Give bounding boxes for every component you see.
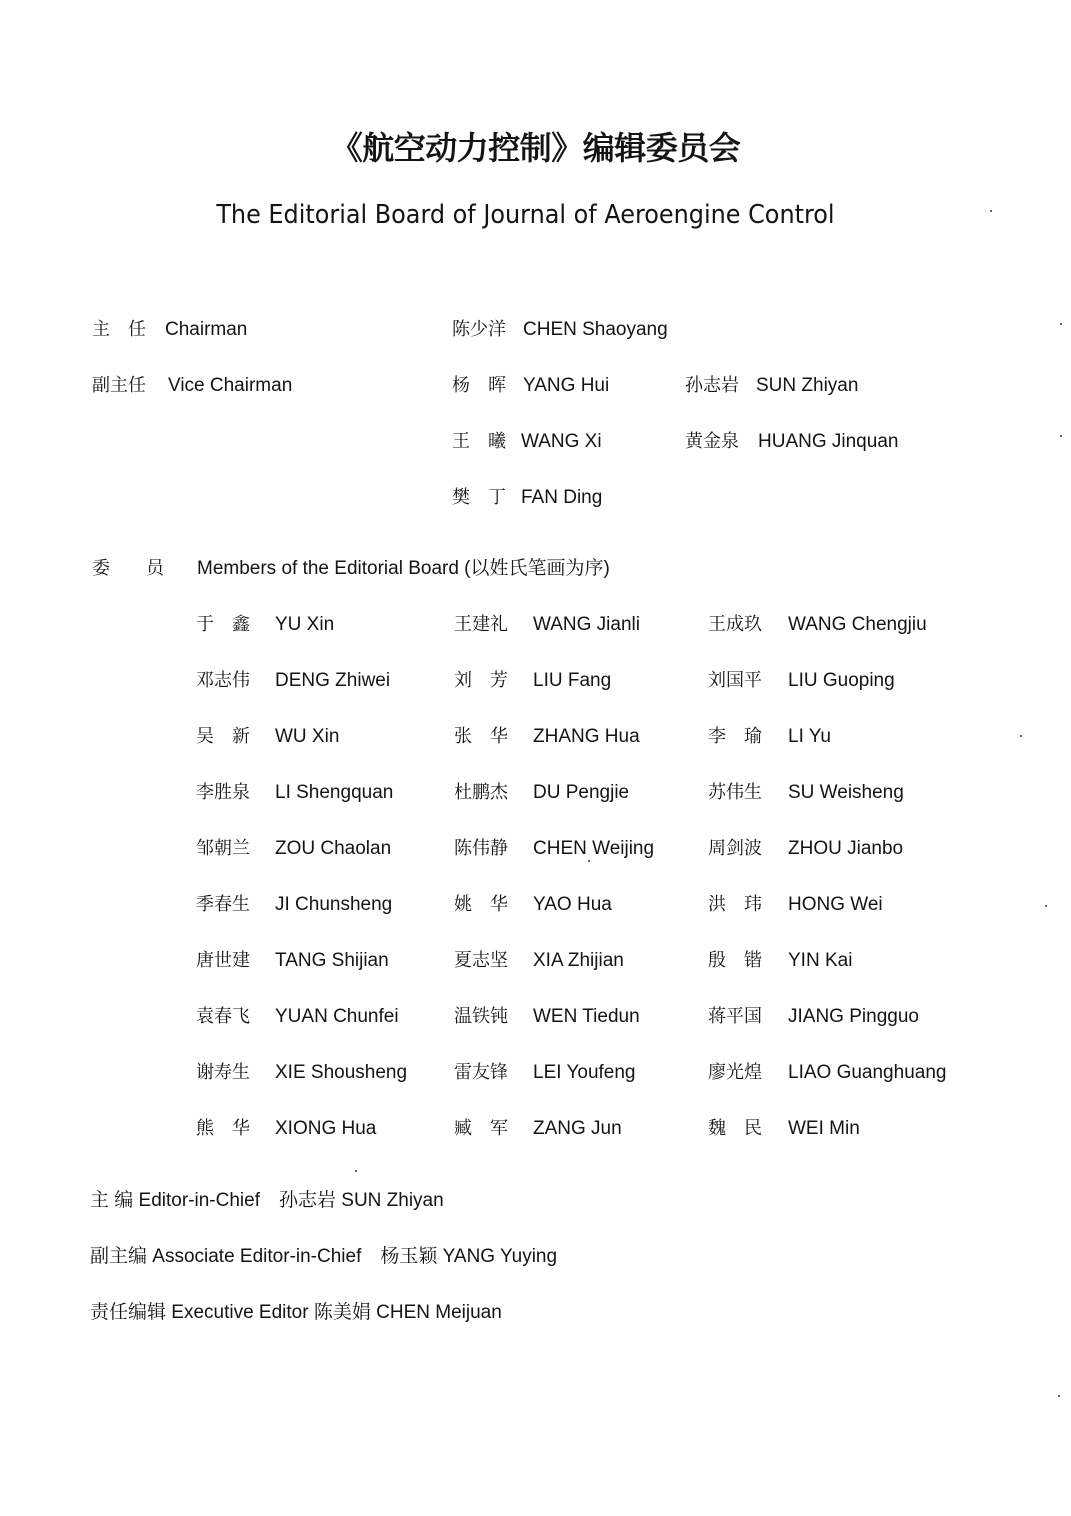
member-name-cn: 王成玖 [708, 614, 762, 635]
member-name-cn: 蒋平国 [708, 1006, 762, 1027]
member-name-cn: 刘 芳 [454, 670, 508, 691]
vice-chairman-role-cn: 副主任 [92, 375, 146, 396]
member-name-cn: 臧 军 [454, 1118, 508, 1139]
vice-chairman-cn: 王 曦 [452, 431, 506, 452]
member-name-en: WEN Tiedun [533, 1006, 640, 1027]
vice-chairman-cn: 杨 晖 [452, 375, 506, 396]
member-name-cn: 温铁钝 [454, 1006, 508, 1027]
member-name-cn: 于 鑫 [196, 614, 250, 635]
member-name-en: LI Yu [788, 726, 831, 747]
member-name-en: CHEN Weijing [533, 838, 655, 859]
vice-chairman-cn: 樊 丁 [452, 487, 506, 508]
member-name-cn: 陈伟静 [454, 838, 508, 859]
vice-chairman-en: HUANG Jinquan [758, 431, 899, 452]
member-name-en: DENG Zhiwei [275, 670, 391, 691]
vice-chairman-en: SUN Zhiyan [756, 375, 859, 396]
member-name-cn: 洪 玮 [708, 894, 762, 915]
vice-chairman-en: YANG Hui [523, 375, 610, 396]
member-name-en: TANG Shijian [275, 950, 389, 971]
chairman-name-en: CHEN Shaoyang [523, 319, 668, 340]
member-name-en: YU Xin [275, 614, 335, 635]
member-name-en: YIN Kai [788, 950, 853, 971]
member-name-en: HONG Wei [788, 894, 883, 915]
member-name-cn: 苏伟生 [708, 782, 762, 803]
member-name-cn: 邓志伟 [196, 670, 250, 691]
member-name-en: DU Pengjie [533, 782, 630, 803]
member-name-en: WU Xin [275, 726, 340, 747]
member-name-cn: 夏志坚 [454, 950, 508, 971]
member-name-cn: 李胜泉 [196, 782, 250, 803]
members-role-cn: 委 员 [92, 558, 164, 579]
scan-speck [1060, 323, 1062, 325]
members-heading: Members of the Editorial Board (以姓氏笔画为序) [197, 558, 610, 579]
member-name-cn: 袁春飞 [196, 1006, 250, 1027]
member-name-en: LI Shengquan [275, 782, 394, 803]
member-name-cn: 邹朝兰 [196, 838, 250, 859]
member-name-en: JI Chunsheng [275, 894, 393, 915]
member-name-en: YAO Hua [533, 894, 612, 915]
vice-chairman-en: FAN Ding [521, 487, 603, 508]
member-name-en: JIANG Pingguo [788, 1006, 919, 1027]
page-title-english: The Editorial Board of Journal of Aeroengine Control [216, 200, 835, 230]
associate-editor-line: 副主编 Associate Editor-in-Chief 杨玉颖 YANG Yuying [90, 1246, 558, 1267]
editor-in-chief-line: 主 编 Editor-in-Chief 孙志岩 SUN Zhiyan [90, 1190, 444, 1211]
vice-chairman-role-en: Vice Chairman [168, 375, 293, 396]
member-name-cn: 张 华 [454, 726, 508, 747]
member-name-cn: 唐世建 [196, 950, 250, 971]
member-name-en: ZHANG Hua [533, 726, 640, 747]
member-name-en: LIU Fang [533, 670, 612, 691]
member-name-cn: 周剑波 [708, 838, 762, 859]
member-name-en: LIU Guoping [788, 670, 895, 691]
member-name-cn: 刘国平 [708, 670, 762, 691]
member-name-cn: 熊 华 [196, 1118, 250, 1139]
member-name-en: XIE Shousheng [275, 1062, 408, 1083]
chairman-role-cn: 主 任 [92, 319, 146, 340]
member-name-en: ZHOU Jianbo [788, 838, 904, 859]
scan-speck [1020, 735, 1022, 737]
member-name-en: WANG Chengjiu [788, 614, 927, 635]
member-name-cn: 魏 民 [708, 1118, 762, 1139]
member-name-en: XIA Zhijian [533, 950, 624, 971]
scan-speck [1058, 1395, 1060, 1397]
vice-chairman-cn: 孙志岩 [685, 375, 739, 396]
member-name-en: LIAO Guanghuang [788, 1062, 947, 1083]
member-name-en: YUAN Chunfei [275, 1006, 399, 1027]
scan-speck [355, 1170, 357, 1172]
chairman-name-cn: 陈少洋 [452, 319, 506, 340]
member-name-en: WANG Jianli [533, 614, 640, 635]
member-name-cn: 杜鹏杰 [454, 782, 508, 803]
chairman-role-en: Chairman [165, 319, 248, 340]
member-name-cn: 吴 新 [196, 726, 250, 747]
executive-editor-line: 责任编辑 Executive Editor 陈美娟 CHEN Meijuan [90, 1302, 502, 1323]
member-name-cn: 季春生 [196, 894, 250, 915]
scan-speck [1060, 435, 1062, 437]
member-name-cn: 李 瑜 [708, 726, 762, 747]
member-name-en: WEI Min [788, 1118, 860, 1139]
member-name-cn: 谢寿生 [196, 1062, 250, 1083]
member-name-en: ZANG Jun [533, 1118, 622, 1139]
member-name-cn: 廖光煌 [708, 1062, 762, 1083]
member-name-cn: 殷 锴 [708, 950, 762, 971]
scan-speck [588, 860, 590, 862]
scan-speck [1045, 905, 1047, 907]
vice-chairman-en: WANG Xi [521, 431, 602, 452]
vice-chairman-cn: 黄金泉 [685, 431, 739, 452]
member-name-en: SU Weisheng [788, 782, 904, 803]
scan-speck [990, 210, 992, 212]
member-name-en: XIONG Hua [275, 1118, 377, 1139]
member-name-cn: 雷友锋 [454, 1062, 508, 1083]
member-name-cn: 王建礼 [454, 614, 508, 635]
page-title-chinese: 《航空动力控制》编辑委员会 [330, 129, 741, 167]
member-name-en: LEI Youfeng [533, 1062, 636, 1083]
member-name-cn: 姚 华 [454, 894, 508, 915]
member-name-en: ZOU Chaolan [275, 838, 392, 859]
